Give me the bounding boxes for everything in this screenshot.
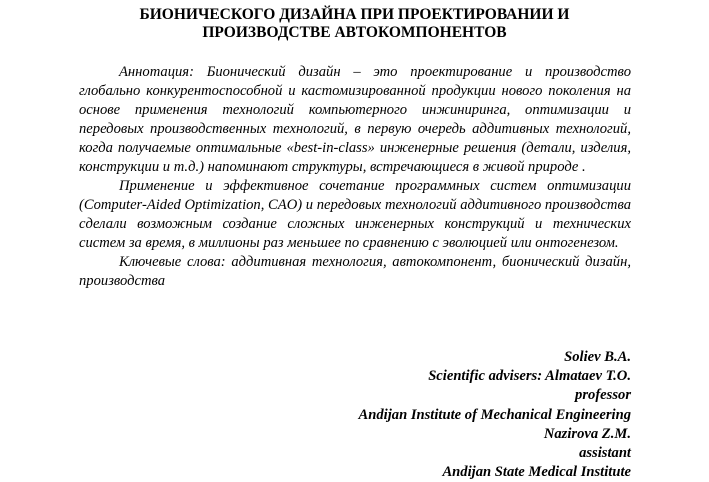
abstract-paragraph: Аннотация: Бионический дизайн – это проектирование и производство глобально конкурентоспособной и кастомизированной продукции нового поколения на основе применения технологий компьютерного инжиниринга, оптимизации и передовых производственных технологий, в первую очередь аддитивных технологий, когда получаемые оптимальные «best-in-class» инженерные решения (детали, изделия, конструкции и т.д.) напоминают структуры, встречающиеся в живой природе . bbox=[79, 64, 631, 175]
adviser-title: professor bbox=[575, 387, 631, 404]
abstract-paragraph-2: Применение и эффективное сочетание программных систем оптимизации (Computer-Aided Optimization, CAO) и передовых технологий аддитивного производства сделали возможным создание сложных инженерных конструкций и технических систем за время, в миллионы раз меньшее по сравнению с эволюцией или онтогенезом. bbox=[79, 178, 631, 251]
abstract-section bbox=[79, 63, 631, 291]
author-name-2: Nazirova Z.M. bbox=[543, 425, 631, 442]
author-block bbox=[71, 348, 631, 482]
author-name: Soliev B.A. bbox=[564, 349, 631, 365]
institution-name: Andijan Institute of Mechanical Engineering bbox=[358, 406, 631, 423]
title-line-1: БИОНИЧЕСКОГО ДИЗАЙНА ПРИ ПРОЕКТИРОВАНИИ И bbox=[139, 6, 570, 23]
author-title-2: assistant bbox=[579, 445, 631, 462]
institution-name-2: Andijan State Medical Institute bbox=[442, 464, 631, 481]
article-title bbox=[0, 6, 709, 42]
scientific-advisers: Scientific advisers: Almataev T.O. bbox=[428, 368, 631, 385]
title-line-2: ПРОИЗВОДСТВЕ АВТОКОМПОНЕНТОВ bbox=[202, 24, 507, 41]
keywords-paragraph: Ключевые слова: аддитивная технология, автокомпонент, бионический дизайн, производства bbox=[79, 254, 631, 289]
